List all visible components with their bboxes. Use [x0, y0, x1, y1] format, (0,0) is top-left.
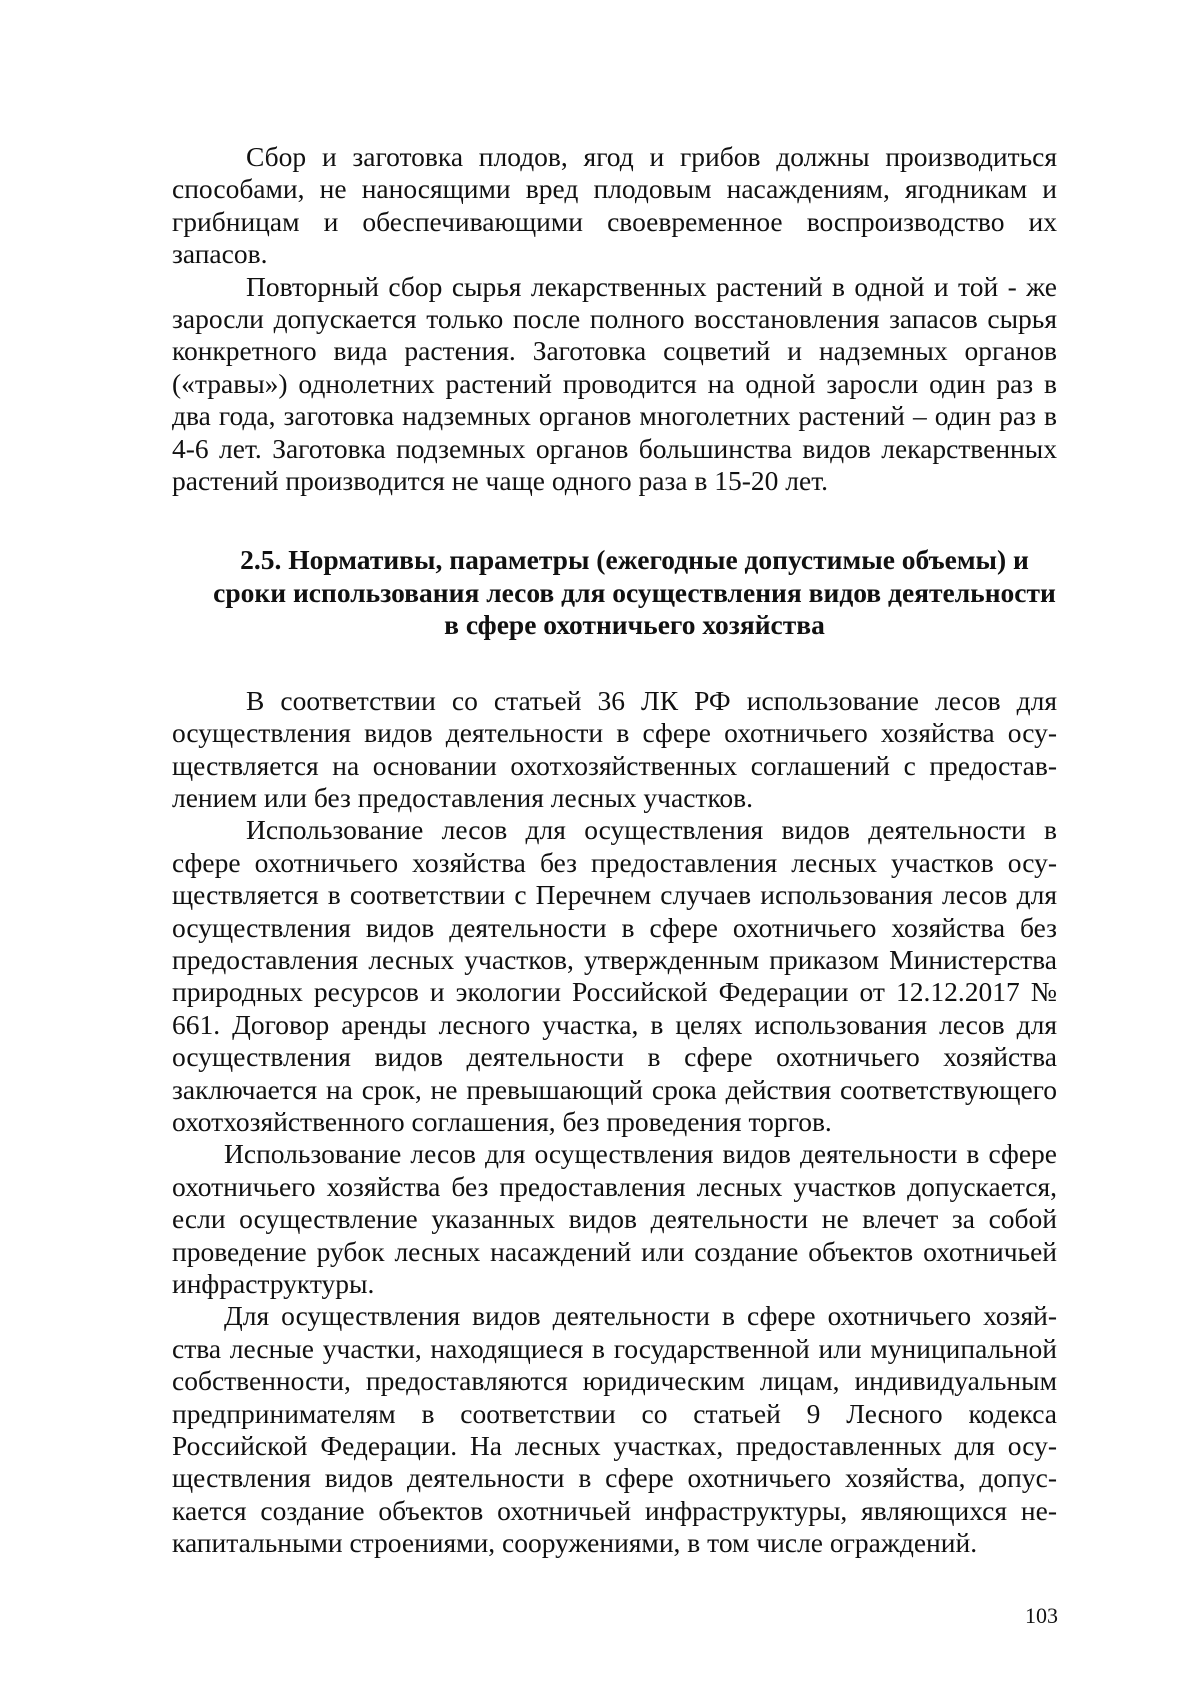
- paragraph-article-36: В соответствии со статьей 36 ЛК РФ использование лесов для осуществления видов деятельности в сфере охотничьего хозяйства осуществляется на основании охотхозяйственных соглашений с предоставлением или без предоставления лесных участков.: [172, 684, 1057, 813]
- paragraph-medicinal-plants: Повторный сбор сырья лекарственных растений в одной и той - же заросли допускается только после полного восстановления запасов сырья конкретного вида растения. Заготовка соцветий и надземных органов («травы») однолетних растений проводится на одной заросли один раз в два года, заготовка надземных органов многолетних растений – один раз в 4-6 лет. Заготовка подземных органов большинства видов лекарственных растений производится не чаще одного раза в 15-20 лет.: [172, 270, 1057, 497]
- paragraph-fruit-harvest: Сбор и заготовка плодов, ягод и грибов должны производиться способами, не наносящими вред плодовым насаждениям, ягодникам и грибницам и обеспечивающими своевременное воспроизводство их запасов.: [172, 141, 1057, 270]
- paragraph-without-plots: Использование лесов для осуществления видов деятельности в сфере охотничьего хозяйства без предоставления лесных участков осуществляется в соответствии с Перечнем случаев использования лесов для осуществления видов деятельности в сфере охотничьего хозяйства без предоставления лесных участков, утвержденным приказом Министерства природных ресурсов и экологии Российской Федерации от 12.12.2017 № 661. Договор аренды лесного участка, в целях использования лесов для осуществления видов деятельности в сфере охотничьего хозяйства заключается на срок, не превышающий срока действия соответствующего охотхозяйственного соглашения, без проведения торгов.: [172, 814, 1057, 1137]
- paragraph-plot-provision: Для осуществления видов деятельности в сфере охотничьего хозяйства лесные участки, находящиеся в государственной или муниципальной собственности, предоставляются юридическим лицам, индивидуальным предпринимателям в соответствии со статьей 9 Лесного кодекса Российской Федерации. На лесных участках, предоставленных для осуществления видов деятельности в сфере охотничьего хозяйства, допускается создание объектов охотничьей инфраструктуры, являющихся некапитальными строениями, сооружениями, в том числе ограждений.: [172, 1300, 1057, 1559]
- page-number: 103: [1025, 1603, 1058, 1628]
- paragraph-allowed-conditions: Использование лесов для осуществления видов деятельности в сфере охотничьего хозяйства без предоставления лесных участков допускается, если осуществление указанных видов деятельности не влечет за собой проведение рубок лесных насаждений или создание объектов охотничьей инфраструктуры.: [172, 1138, 1057, 1299]
- document-page: [172, 141, 1057, 1560]
- section-heading: 2.5. Нормативы, параметры (ежегодные допустимые объемы) и сроки использования лесов для осуществления видов деятельности в сфере охотничьего хозяйства: [213, 544, 1056, 641]
